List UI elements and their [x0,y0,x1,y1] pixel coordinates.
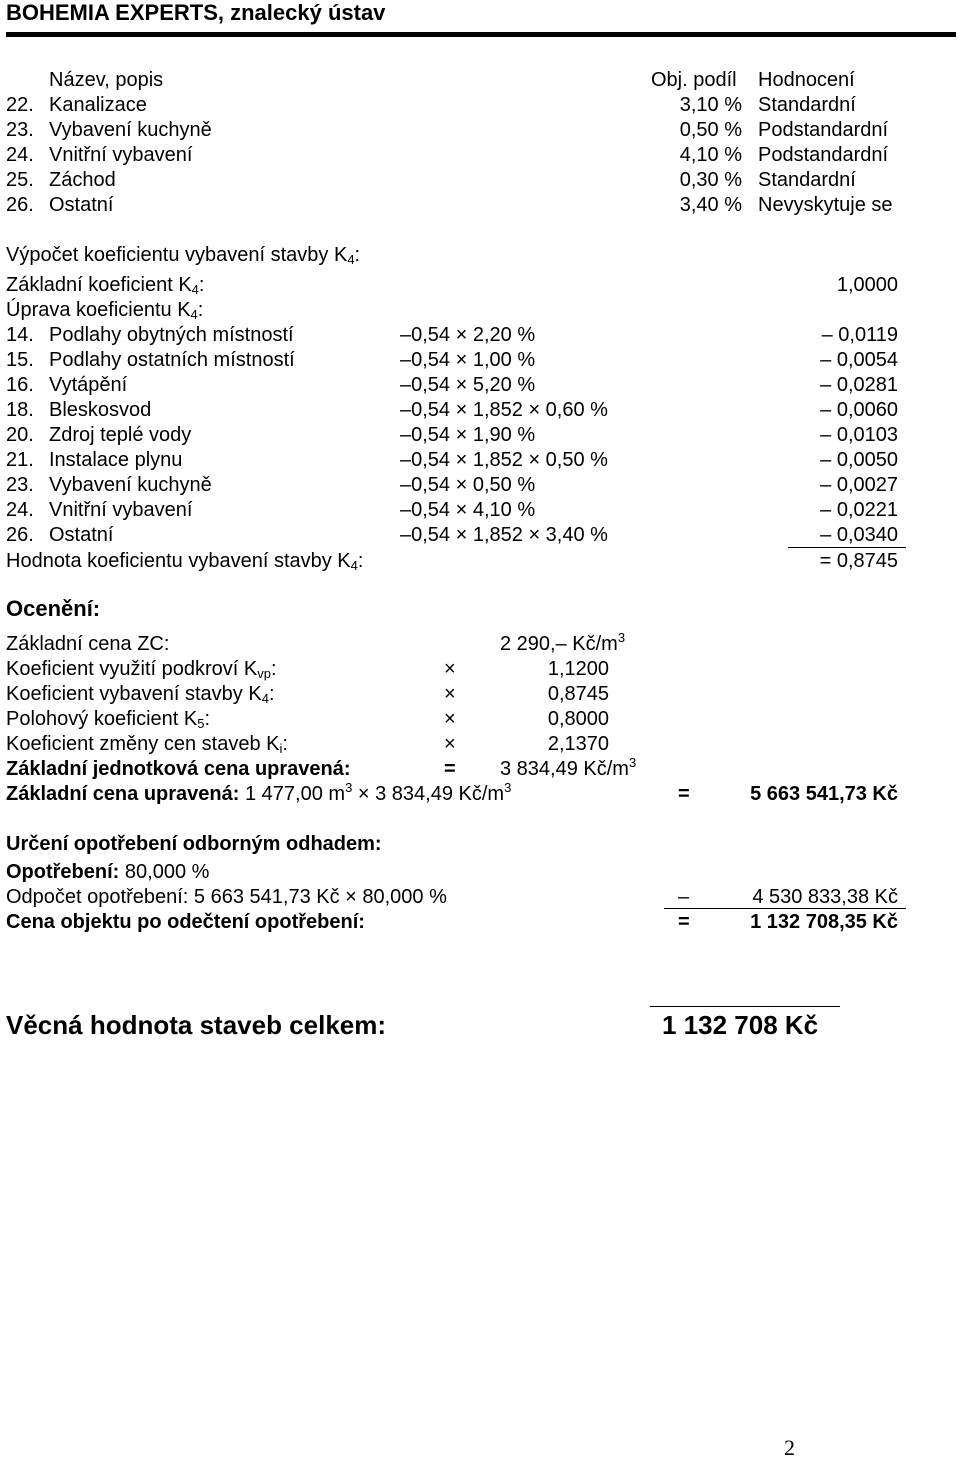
deduction-value: 4 530 833,38 Kč [752,886,898,908]
row-rating: Nevyskytuje se [758,194,893,216]
k4-row-formula: –0,54 × 4,10 % [400,499,536,521]
coef-label: Polohový koeficient $K_5$: [6,708,211,731]
k4-base-value: 1,0000 [836,274,898,296]
deduction-label: Odpočet opotřebení: 5 663 541,73 Kč × 80,000 % [6,886,447,908]
equals-sign: = [678,911,690,933]
k4-row-formula: –0,54 × 5,20 % [400,374,536,396]
k4-row-name: Bleskosvod [49,399,152,421]
wear-line: Opotřebení: 80,000 % [6,861,210,883]
k4-row-formula: –0,54 × 1,852 × 3,40 % [400,524,608,546]
row-share: 0,50 % [679,119,742,141]
k4-sum-rule [788,547,906,548]
k4-row-formula: –0,54 × 2,20 % [400,324,536,346]
equals-sign: = [678,783,690,805]
coef-value: 1,1200 [547,658,609,680]
k4-row-value: – 0,0050 [820,449,898,471]
page-number: 2 [784,1435,795,1460]
base-price-value: 2 290,– $Kč/m^3$ [500,630,626,655]
row-name: Záchod [49,169,116,191]
row-name: Vnitřní vybavení [49,144,193,166]
k4-row-number: 16. [6,374,34,396]
row-name: Kanalizace [49,94,147,116]
coef-label: Koeficient změny cen staveb $K_i$: [6,733,288,756]
multiply-sign: × [444,683,456,705]
total-rule [650,1006,840,1007]
multiply-sign: × [444,708,456,730]
coef-value: 0,8745 [547,683,609,705]
row-rating: Podstandardní [758,144,889,166]
k4-row-number: 24. [6,499,34,521]
k4-row-formula: –0,54 × 1,90 % [400,424,536,446]
row-number: 24. [6,144,34,166]
minus-sign: – [678,886,690,908]
net-price-value: 1 132 708,35 Kč [750,911,898,933]
deduction-rule [664,908,906,909]
row-number: 25. [6,169,34,191]
col-rating-header: Hodnocení [758,69,855,91]
k4-row-name: Ostatní [49,524,114,546]
row-number: 22. [6,94,34,116]
multiply-sign: × [444,658,456,680]
k4-row-name: Zdroj teplé vody [49,424,192,446]
coef-value: 2,1370 [547,733,609,755]
k4-row-number: 21. [6,449,34,471]
row-share: 3,10 % [679,94,742,116]
row-rating: Standardní [758,94,856,116]
coef-label: Koeficient využití podkroví $K_{vp}$: [6,658,277,681]
row-name: Ostatní [49,194,114,216]
row-share: 4,10 % [679,144,742,166]
total-label: Věcná hodnota staveb celkem: [6,1010,387,1040]
k4-row-name: Podlahy ostatních místností [49,349,295,371]
k4-row-number: 20. [6,424,34,446]
k4-row-name: Vybavení kuchyně [49,474,212,496]
k4-result-value: = 0,8745 [819,550,898,572]
adjusted-price-value: 5 663 541,73 Kč [750,783,898,805]
k4-row-value: – 0,0221 [820,499,898,521]
header-rule [6,32,956,37]
coef-value: 0,8000 [547,708,609,730]
k4-row-name: Vytápění [49,374,128,396]
multiply-sign: × [444,733,456,755]
unit-price-label: Základní jednotková cena upravená: [6,758,351,780]
valuation-heading: Ocenění: [6,596,101,621]
adjusted-price-line: Základní cena upravená: 1 477,00 $m^3 \times 3$ 834,49 $Kč/m^3$ [6,780,512,805]
k4-base-label: Základní koeficient $K_4$: [6,274,205,297]
k4-row-name: Instalace plynu [49,449,183,471]
k4-result-label: Hodnota koeficientu vybavení stavby $K_4$: [6,550,364,573]
row-rating: Standardní [758,169,856,191]
coef-label: Koeficient vybavení stavby $K_4$: [6,683,275,706]
row-number: 23. [6,119,34,141]
depreciation-heading: Určení opotřebení odborným odhadem: [6,833,382,855]
k4-row-formula: –0,54 × 1,00 % [400,349,536,371]
row-number: 26. [6,194,34,216]
k4-row-number: 23. [6,474,34,496]
row-share: 3,40 % [679,194,742,216]
unit-price-value: 3 834,49 $Kč/m^3$ [500,755,637,780]
col-name-header: Název, popis [49,69,164,91]
document-header-title: BOHEMIA EXPERTS, znalecký ústav [6,0,386,25]
row-name: Vybavení kuchyně [49,119,212,141]
k4-row-value: – 0,0340 [820,524,898,546]
k4-row-value: – 0,0103 [820,424,898,446]
net-price-label: Cena objektu po odečtení opotřebení: [6,911,365,933]
col-share-header: Obj. podíl [651,69,737,91]
k4-row-value: – 0,0027 [820,474,898,496]
k4-row-value: – 0,0054 [820,349,898,371]
k4-row-number: 18. [6,399,34,421]
total-value: 1 132 708 Kč [662,1010,819,1040]
k4-row-value: – 0,0060 [820,399,898,421]
k4-row-number: 15. [6,349,34,371]
k4-row-number: 26. [6,524,34,546]
k4-heading: Výpočet koeficientu vybavení stavby $K_4$: [6,244,361,267]
row-rating: Podstandardní [758,119,889,141]
row-share: 0,30 % [679,169,742,191]
k4-row-formula: –0,54 × 1,852 × 0,50 % [400,449,608,471]
k4-row-value: – 0,0119 [821,324,898,346]
k4-row-value: – 0,0281 [820,374,898,396]
base-price-label: Základní cena ZC: [6,633,170,655]
k4-adjust-label: Úprava koeficientu $K_4$: [6,299,204,322]
k4-row-name: Podlahy obytných místností [49,324,294,346]
k4-row-formula: –0,54 × 0,50 % [400,474,536,496]
k4-row-formula: –0,54 × 1,852 × 0,60 % [400,399,608,421]
k4-row-name: Vnitřní vybavení [49,499,193,521]
equals-sign: = [444,758,456,780]
k4-row-number: 14. [6,324,34,346]
